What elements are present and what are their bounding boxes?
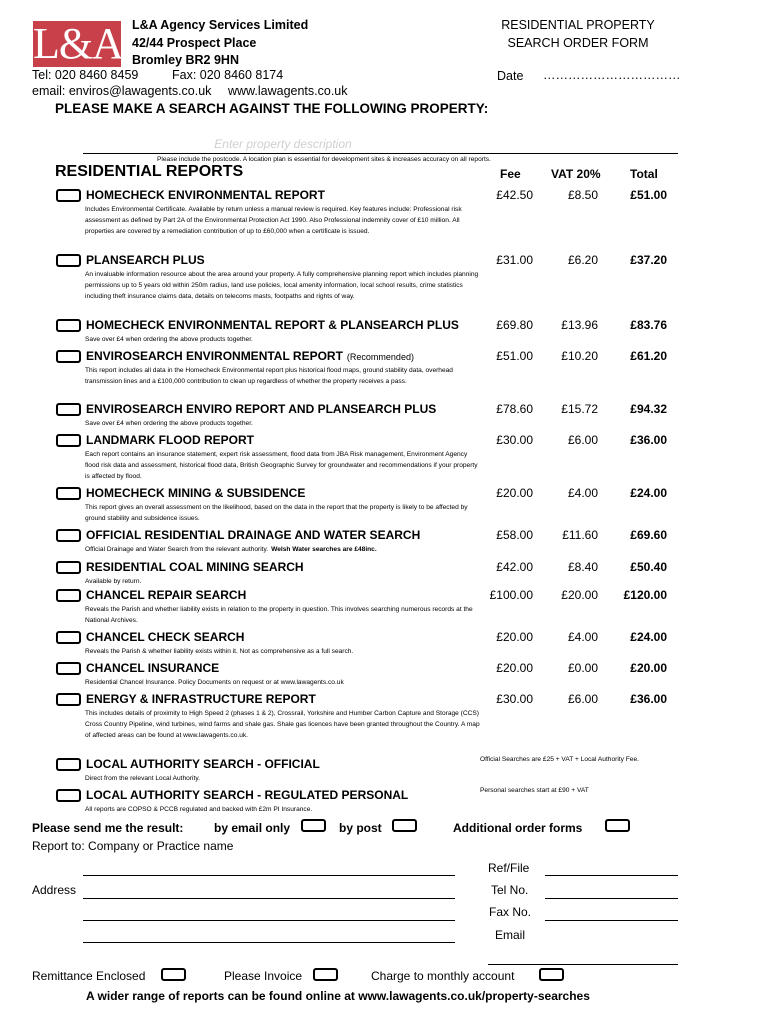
report-total: £51.00 [630,188,667,202]
report-fee: £20.00 [496,630,533,644]
report-description-text: This includes details of proximity to High Speed 2 (phases 1 & 2), Crossrail, Yorkshire and Humber Carbon Capture and Storage (CCS) Cross Country Pipeline, wind turbines, wind farms and shale gas. Shale gas licences have been granted throughout the Country. A map of affected areas can be found at www.lawagents.co.uk. [85,710,480,739]
fax-label: Fax No. [489,905,532,919]
report-description [85,604,480,626]
report-title-text: ENERGY & INFRASTRUCTURE REPORT [86,692,316,706]
report-vat: £15.72 [561,402,598,416]
report-fee: £31.00 [496,253,533,267]
report-to-label: Report to: Company or Practice name [32,839,234,853]
report-description [85,576,480,587]
report-checkbox[interactable] [56,631,81,644]
report-total: £50.40 [630,560,667,574]
send-result-label: Please send me the result: [32,821,184,835]
report-vat: £8.40 [567,560,598,574]
report-title [86,433,254,447]
report-checkbox[interactable] [56,350,81,363]
fax-field[interactable] [545,920,678,921]
report-title-text: CHANCEL REPAIR SEARCH [86,588,247,602]
report-title-text: HOMECHECK ENVIRONMENTAL REPORT [86,188,325,202]
company-logo: L&A [33,19,123,68]
report-title-text: CHANCEL CHECK SEARCH [86,630,245,644]
report-checkbox[interactable] [56,662,81,675]
report-total: £61.20 [630,349,667,363]
report-total: £24.00 [630,486,667,500]
report-description [85,365,480,387]
report-vat: £11.60 [562,528,598,542]
report-description-text: Each report contains an insurance statement, expert risk assessment, flood data from JBA Risk management, Environment Agency flood risk data and assessment, historical flood data, British Geographic Survey for groundwater and recommendations if your property is affected by flood. [85,451,478,480]
price-note: Personal searches start at £90 + VAT [480,787,589,794]
ref-field[interactable] [545,875,678,876]
report-title [86,661,219,675]
monthly-account-label: Charge to monthly account [371,969,515,983]
report-title-text: ENVIROSEARCH ENVIRONMENTAL REPORT [86,349,343,363]
report-total: £120.00 [623,588,667,602]
company-email[interactable]: email: enviros@lawagents.co.uk [32,84,212,98]
report-title [86,188,325,202]
report-description-text: Official Drainage and Water Search from the relevant authority. [85,546,269,553]
report-description [85,544,480,555]
email-field[interactable] [488,964,678,965]
total-column-header: Total [630,167,658,181]
report-description-text: Save over £4 when ordering the above products together. [85,336,253,343]
report-title [86,349,414,363]
email-label: Email [495,928,526,942]
report-description-text: This report gives an overall assessment on the likelihood, based on the data in the report that the property is likely to be affected by ground stability and subsidence issues. [85,504,468,522]
company-name: L&A Agency Services Limited [132,18,309,32]
report-fee: £30.00 [496,433,533,447]
report-description [85,502,480,524]
report-description-text: An invaluable information resource about the area around your property. A fully comprehensive planning report which includes planning permissions up to 5 years old within 250m radius, land use policies, local amenity information, local school results, crime statistics including theft insurance claims data, details on telecoms masts, footpaths and rights of way. [85,271,479,300]
report-fee: £58.00 [496,528,533,542]
company-address-2: Bromley BR2 9HN [132,53,239,67]
form-title-2: SEARCH ORDER FORM [507,36,649,50]
report-fee: £69.80 [496,318,533,332]
vat-column-header: VAT 20% [551,167,601,181]
report-description [85,773,480,784]
tel-label: Tel No. [491,883,529,897]
report-total: £36.00 [630,692,667,706]
report-vat: £6.20 [567,253,598,267]
report-checkbox[interactable] [56,758,81,771]
report-title-text: HOMECHECK MINING & SUBSIDENCE [86,486,306,500]
report-fee: £78.60 [496,402,533,416]
report-description-text: Residential Chancel Insurance. Policy Documents on request or at www.lawagents.co.uk [85,679,344,686]
report-title-text: PLANSEARCH PLUS [86,253,205,267]
wider-range-note: A wider range of reports can be found online at www.lawagents.co.uk/property-searches [86,989,590,1003]
report-title-text: LANDMARK FLOOD REPORT [86,433,254,447]
report-title-text: CHANCEL INSURANCE [86,661,220,675]
report-title [86,402,436,416]
report-title [86,692,316,706]
company-website[interactable]: www.lawagents.co.uk [228,84,348,98]
report-vat: £0.00 [567,661,598,675]
report-title [86,560,304,574]
report-title-text: ENVIROSEARCH ENVIRO REPORT AND PLANSEARCH PLUS [86,402,437,416]
remittance-checkbox[interactable] [161,968,186,981]
recommended-tag: (Recommended) [346,352,414,362]
report-title [86,528,420,542]
report-description [85,804,480,815]
report-total: £20.00 [630,661,667,675]
report-total: £69.60 [630,528,667,542]
report-description [85,418,480,429]
report-description [85,334,480,345]
report-vat: £10.20 [561,349,598,363]
report-title [86,630,244,644]
report-description-text: This report includes all data in the Homecheck Environmental report plus historical flood maps, ground stability data, overhead transmission lines and a £100,000 contribution to clean up regardless of whether the property receives a pass. [85,367,453,385]
by-email-checkbox[interactable] [301,819,326,832]
report-title-text: LOCAL AUTHORITY SEARCH - REGULATED PERSONAL [86,788,409,802]
report-description-text: Available by return. [85,578,142,585]
form-title-1: RESIDENTIAL PROPERTY [501,18,655,32]
report-checkbox[interactable] [56,693,81,706]
address-line-3[interactable] [83,942,455,943]
report-vat: £6.00 [567,692,598,706]
tel-field[interactable] [545,898,678,899]
additional-forms-label: Additional order forms [453,821,583,835]
report-vat: £13.96 [561,318,598,332]
address-line-1[interactable] [83,898,455,899]
invoice-checkbox[interactable] [313,968,338,981]
remittance-label: Remittance Enclosed [32,969,146,983]
company-tel: Tel: 020 8460 8459 [32,68,139,82]
date-label: Date [497,69,524,83]
date-field[interactable]: …………………………… [543,68,681,82]
welsh-water-note: Welsh Water searches are £48inc. [271,546,377,553]
report-description-text: All reports are COPSO & PCCB regulated and backed with £2m PI Insurance. [85,806,313,813]
report-description [85,646,480,657]
report-fee: £42.00 [496,560,533,574]
report-vat: £20.00 [561,588,598,602]
report-checkbox[interactable] [56,561,81,574]
address-label: Address [32,883,77,897]
company-name-line[interactable] [83,875,455,876]
report-total: £36.00 [630,433,667,447]
report-checkbox[interactable] [56,789,81,802]
report-total: £37.20 [630,253,667,267]
company-address-1: 42/44 Prospect Place [132,36,257,50]
postcode-note: Please include the postcode. A location plan is essential for development sites & increases accuracy on all reports. [157,156,491,163]
report-title [86,318,459,332]
report-vat: £4.00 [567,486,598,500]
address-line-2[interactable] [83,920,455,921]
report-description [85,449,480,482]
report-description [85,204,480,237]
report-checkbox[interactable] [56,254,81,267]
monthly-account-checkbox[interactable] [539,968,564,981]
report-total: £24.00 [630,630,667,644]
report-checkbox[interactable] [56,487,81,500]
by-post-checkbox[interactable] [392,819,417,832]
report-fee: £100.00 [489,588,533,602]
report-description [85,269,480,302]
report-checkbox[interactable] [56,529,81,542]
report-description-text: Save over £4 when ordering the above products together. [85,420,253,427]
report-title [86,757,320,771]
report-title [86,788,408,802]
report-vat: £4.00 [567,630,598,644]
report-description-text: Reveals the Parish & whether liability exists within it. Not as comprehensive as a full search. [85,648,354,655]
report-title [86,253,205,267]
report-description-text: Includes Environmental Certificate. Available by return unless a manual review is required. Key features include: Professional risk assessment as defined by Part 2A of the Environmental Protection Act 1990. Also Professional indemnity cover of £10 million. All properties are covered by a remediation contribution of up to £60,000 when a certificate is issued. [85,206,462,235]
report-title-text: OFFICIAL RESIDENTIAL DRAINAGE AND WATER SEARCH [86,528,421,542]
report-checkbox[interactable] [56,589,81,602]
report-vat: £6.00 [567,433,598,447]
reports-heading: RESIDENTIAL REPORTS [55,163,244,180]
report-description [85,708,480,741]
report-total: £94.32 [630,402,667,416]
report-checkbox[interactable] [56,403,81,416]
additional-forms-checkbox[interactable] [605,819,630,832]
report-fee: £20.00 [496,486,533,500]
fee-column-header: Fee [500,167,521,181]
report-title-text: RESIDENTIAL COAL MINING SEARCH [86,560,304,574]
report-description-text: Reveals the Parish and whether liability exists in relation to the property in question. This involves searching numerous records at the National Archives. [85,606,473,624]
report-title-text: HOMECHECK ENVIRONMENTAL REPORT & PLANSEARCH PLUS [86,318,459,332]
report-title-text: LOCAL AUTHORITY SEARCH - OFFICIAL [86,757,320,771]
report-title [86,486,305,500]
by-email-label: by email only [214,821,291,835]
report-fee: £30.00 [496,692,533,706]
company-fax: Fax: 020 8460 8174 [172,68,284,82]
report-checkbox[interactable] [56,189,81,202]
report-fee: £51.00 [496,349,533,363]
property-description-input[interactable]: Enter property description [214,137,352,151]
report-total: £83.76 [630,318,667,332]
report-fee: £42.50 [496,188,533,202]
invoice-label: Please Invoice [224,969,303,983]
report-title [86,588,246,602]
report-fee: £20.00 [496,661,533,675]
report-checkbox[interactable] [56,319,81,332]
report-checkbox[interactable] [56,434,81,447]
price-note: Official Searches are £25 + VAT + Local Authority Fee. [480,756,639,763]
ref-label: Ref/File [488,861,530,875]
by-post-label: by post [339,821,382,835]
report-vat: £8.50 [567,188,598,202]
report-description [85,677,480,688]
report-description-text: Direct from the relevant Local Authority. [85,775,200,782]
search-heading: PLEASE MAKE A SEARCH AGAINST THE FOLLOWING PROPERTY: [55,101,489,116]
